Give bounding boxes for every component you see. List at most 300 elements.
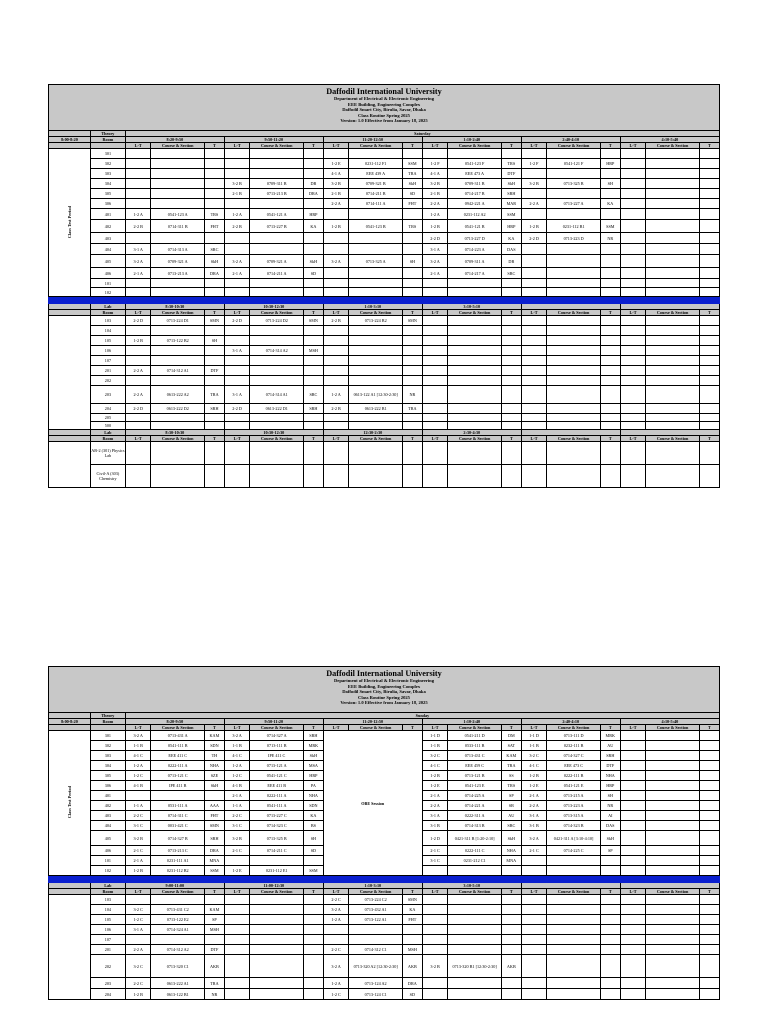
table-row — [49, 895, 720, 905]
teacher-cell: SS — [501, 771, 521, 781]
level-term-cell: 1-2 A — [224, 209, 250, 220]
course-section-cell — [547, 288, 601, 297]
level-term-cell — [125, 233, 151, 244]
first-slot: 8:00-8:20 — [49, 137, 91, 143]
course-section-cell — [547, 978, 601, 989]
level-term-cell: 3-1 A — [422, 811, 448, 821]
lt-header: L-T — [422, 143, 448, 149]
course-section-cell — [250, 288, 304, 297]
course-section-cell — [448, 978, 502, 989]
table-row — [49, 945, 720, 955]
course-section-cell: 0714-323 C — [250, 821, 304, 831]
teacher-cell — [501, 895, 521, 905]
level-term-cell: 3-2 B — [422, 955, 448, 978]
level-term-cell: 3-2 C — [125, 905, 151, 915]
teacher-cell: SDN — [303, 801, 323, 811]
course-section-cell: 0714-312 C1 — [349, 945, 403, 955]
teacher-cell — [205, 279, 225, 288]
course-section-cell — [448, 316, 502, 326]
teacher-cell: SSM — [205, 866, 225, 876]
level-term-cell — [224, 326, 250, 336]
course-section-cell — [646, 821, 700, 831]
teacher-cell: AI — [600, 811, 620, 821]
course-section-cell — [349, 925, 403, 935]
level-term-cell — [422, 149, 448, 159]
level-term-cell — [224, 288, 250, 297]
level-term-cell — [224, 376, 250, 386]
course-section-cell — [349, 244, 403, 255]
course-section-cell — [646, 811, 700, 821]
course-section-cell — [547, 895, 601, 905]
course-section-cell: 0222-111 B — [547, 771, 601, 781]
course-section-cell — [646, 189, 700, 199]
course-section-cell — [646, 244, 700, 255]
teacher-cell: TRS — [402, 220, 422, 233]
teacher-cell — [402, 422, 422, 430]
time-slot-header: 9:00-11:00 — [125, 883, 224, 889]
course-section-cell — [250, 414, 304, 422]
teacher-cell — [205, 414, 225, 422]
time-slot-header: 11:20-12:50 — [323, 137, 422, 143]
table-row — [49, 149, 720, 159]
university-name: Daffodil International University — [326, 87, 442, 96]
level-term-cell — [323, 244, 349, 255]
time-slot-header: 9:50-11:20 — [224, 137, 323, 143]
room-number: 104 — [90, 326, 125, 336]
level-term-cell: 1-2 F — [521, 159, 547, 169]
level-term-cell: 4-1 C — [422, 761, 448, 771]
course-section-cell — [547, 465, 601, 488]
course-section-cell — [250, 442, 304, 465]
level-term-cell: 3-1 A — [521, 811, 547, 821]
level-term-cell — [323, 336, 349, 346]
course-section-cell — [448, 945, 502, 955]
course-section-cell: 0714-111 A — [349, 199, 403, 209]
teacher-cell — [402, 414, 422, 422]
course-section-cell: 0613-122 A1 [12:30-2:30] — [349, 386, 403, 404]
teacher-cell — [402, 376, 422, 386]
teacher-cell — [699, 386, 719, 404]
level-term-cell — [620, 866, 646, 876]
level-term-cell — [521, 386, 547, 404]
teacher-header: T — [304, 310, 324, 316]
teacher-cell — [699, 989, 719, 1000]
level-term-cell — [224, 935, 250, 945]
course-section-cell: 0714-313 A — [151, 244, 205, 255]
routine-sheet-saturday — [48, 84, 720, 488]
teacher-header: T — [501, 143, 521, 149]
table-row — [49, 465, 720, 488]
day-name: Saturday — [125, 131, 719, 137]
level-term-cell: 2-2 B — [323, 404, 349, 414]
level-term-cell: 3-1 A — [422, 244, 448, 255]
course-section-cell: 0232-111 B — [547, 741, 601, 751]
course-section-cell: 0222-111 A — [151, 761, 205, 771]
version-line: Version: 1.0 Effective from January 18, 2025 — [340, 700, 428, 706]
level-term-cell — [323, 268, 349, 279]
level-term-cell — [224, 955, 250, 978]
course-section-cell: 0713-431 A — [151, 731, 205, 741]
level-term-cell: 2-2 C — [323, 945, 349, 955]
teacher-cell — [303, 915, 323, 925]
course-section-cell: 0541-111 A — [250, 801, 304, 811]
teacher-cell — [699, 866, 719, 876]
room-number: 203 — [90, 386, 125, 404]
course-section-cell: 0713-223 A — [547, 801, 601, 811]
course-section-cell — [448, 288, 502, 297]
level-term-cell: 1-2 B — [125, 866, 151, 876]
class-test-period-label: Class Test Period — [66, 205, 72, 239]
teacher-cell — [303, 989, 323, 1000]
course-section-cell: 0713-224 B2 — [349, 316, 403, 326]
teacher-cell: HRP — [600, 159, 620, 169]
teacher-cell: HRP — [501, 220, 521, 233]
teacher-cell: SRH — [205, 831, 225, 846]
course-section-cell — [349, 268, 403, 279]
level-term-cell — [620, 169, 646, 179]
level-term-cell — [620, 255, 646, 268]
teacher-cell — [205, 179, 225, 189]
level-term-cell — [521, 422, 547, 430]
room-number: 302 — [90, 741, 125, 751]
teacher-cell — [501, 149, 521, 159]
teacher-cell: MSH — [304, 346, 324, 356]
lt-header: L-T — [125, 725, 151, 731]
teacher-cell — [501, 414, 521, 422]
course-section-cell: 0714-223 A — [448, 244, 502, 255]
level-term-cell — [323, 422, 349, 430]
level-term-cell: 3-2 B — [521, 179, 547, 189]
level-term-cell: 1-2 C — [125, 771, 151, 781]
teacher-cell: KAM — [501, 751, 521, 761]
level-term-cell: 3-2 B — [224, 179, 250, 189]
room-number: 105 — [90, 336, 125, 346]
teacher-cell — [699, 811, 719, 821]
level-term-cell — [125, 179, 151, 189]
level-term-cell: 1-2 C — [125, 915, 151, 925]
room-number: 106 — [90, 925, 125, 935]
time-slot-header: 1:10-2:40 — [422, 719, 521, 725]
level-term-cell: 3-2 A — [125, 255, 151, 268]
teacher-cell — [501, 978, 521, 989]
lt-header: L-T — [521, 436, 547, 442]
teacher-cell — [303, 955, 323, 978]
course-section-cell — [646, 209, 700, 220]
time-slot-header: 4:10-5:40 — [620, 719, 719, 725]
teacher-cell: FHT — [205, 811, 225, 821]
course-section-cell — [646, 465, 700, 488]
teacher-header: T — [303, 889, 323, 895]
teacher-cell: MSH — [205, 925, 225, 935]
teacher-cell: SRH — [501, 189, 521, 199]
course-section-cell — [547, 989, 601, 1000]
teacher-cell: MNA — [501, 856, 521, 866]
time-slot-header: 8:20-9:50 — [125, 137, 224, 143]
room-number: 403 — [90, 811, 125, 821]
table-row — [49, 905, 720, 915]
course-section-cell — [646, 895, 700, 905]
level-term-cell — [620, 442, 646, 465]
sheet-header — [48, 84, 720, 130]
room-number: 402 — [90, 801, 125, 811]
course-section-cell: 0222-111 A — [250, 791, 304, 801]
teacher-cell: SH — [402, 255, 422, 268]
teacher-cell — [205, 169, 225, 179]
course-section-cell: 0541-121 A — [250, 209, 304, 220]
course-section-cell — [646, 955, 700, 978]
level-term-cell — [125, 189, 151, 199]
room-number: 406 — [90, 846, 125, 856]
course-section-cell — [646, 199, 700, 209]
course-section-cell — [151, 189, 205, 199]
course-section-cell — [250, 233, 304, 244]
time-slot-header: 11:20-12:50 — [323, 719, 422, 725]
level-term-cell — [323, 326, 349, 336]
teacher-cell — [402, 244, 422, 255]
teacher-header: T — [501, 889, 521, 895]
course-section-cell — [547, 915, 601, 925]
theory-label: Theory — [90, 713, 125, 719]
teacher-cell: NR — [402, 386, 422, 404]
teacher-cell — [600, 442, 620, 465]
time-slot-header: 8:20-9:50 — [125, 719, 224, 725]
teacher-cell: DRA — [304, 189, 324, 199]
teacher-header: T — [205, 436, 225, 442]
course-section-cell — [646, 935, 700, 945]
course-section-cell: 0533-111 B — [448, 741, 502, 751]
room-number: 205 — [90, 414, 125, 422]
teacher-cell: SkH — [205, 781, 225, 791]
time-slot-header: 3:10-5:10 — [422, 883, 521, 889]
teacher-cell: SRH — [205, 404, 225, 414]
level-term-cell: 1-2 F — [422, 159, 448, 169]
level-term-cell: 2-2 D — [224, 316, 250, 326]
course-section-cell: 0613-222 B1 — [349, 404, 403, 414]
level-term-cell: 3-2 B — [224, 831, 250, 846]
level-term-cell — [422, 422, 448, 430]
time-slot-header: 1:10-3:10 — [323, 883, 422, 889]
table-row — [49, 386, 720, 404]
level-term-cell: 2-2 A — [125, 386, 151, 404]
level-term-cell: 2-1 B — [323, 189, 349, 199]
level-term-cell: 1-2 A — [323, 915, 349, 925]
teacher-cell: TRS — [501, 159, 521, 169]
teacher-cell: NHA — [501, 846, 521, 856]
teacher-cell — [699, 404, 719, 414]
teacher-cell: TRA — [205, 978, 225, 989]
class-test-period-label: Class Test Period — [66, 786, 72, 819]
level-term-cell — [521, 326, 547, 336]
level-term-cell — [422, 465, 448, 488]
level-term-cell: 1-2 C — [224, 771, 250, 781]
course-section-cell — [349, 422, 403, 430]
course-section-cell — [646, 255, 700, 268]
teacher-cell — [600, 244, 620, 255]
table-row — [49, 233, 720, 244]
lt-header: L-T — [224, 436, 250, 442]
level-term-cell — [224, 336, 250, 346]
course-section-cell — [250, 159, 304, 169]
level-term-cell: 2-2 C — [125, 978, 151, 989]
teacher-cell: DTF — [600, 761, 620, 771]
level-term-cell: 3-2 A — [323, 255, 349, 268]
course-section-cell: 0714-313 B — [448, 821, 502, 831]
table-row — [49, 925, 720, 935]
teacher-cell — [699, 376, 719, 386]
teacher-header: T — [600, 310, 620, 316]
course-section-header: Course & Section — [151, 143, 205, 149]
course-section-cell — [151, 159, 205, 169]
lt-header: L-T — [521, 889, 547, 895]
course-section-cell — [349, 279, 403, 288]
level-term-cell — [224, 465, 250, 488]
teacher-cell: SkH — [304, 255, 324, 268]
table-row — [49, 169, 720, 179]
course-section-cell — [448, 356, 502, 366]
course-section-cell — [646, 945, 700, 955]
teacher-cell — [699, 169, 719, 179]
teacher-cell — [699, 905, 719, 915]
course-section-cell — [547, 414, 601, 422]
teacher-cell: KA — [402, 905, 422, 915]
course-section-cell — [646, 831, 700, 846]
course-section-cell: 0714-314 A1 — [250, 386, 304, 404]
teacher-cell — [402, 356, 422, 366]
course-section-cell — [646, 316, 700, 326]
level-term-cell: 2-1 C — [125, 846, 151, 856]
teacher-cell — [600, 346, 620, 356]
teacher-cell — [600, 366, 620, 376]
teacher-cell: DRA — [205, 846, 225, 856]
level-term-cell: 2-1 B — [224, 189, 250, 199]
time-slot-header: 2:40-4:10 — [521, 719, 620, 725]
table-row — [49, 255, 720, 268]
course-section-header: Course & Section — [349, 310, 403, 316]
course-section-cell: 0541-121 B — [448, 220, 502, 233]
teacher-cell: NHA — [600, 771, 620, 781]
course-section-cell — [349, 346, 403, 356]
level-term-cell — [620, 751, 646, 761]
level-term-cell — [224, 149, 250, 159]
time-slot-header: 10:30-12:30 — [224, 430, 323, 436]
course-section-cell — [547, 336, 601, 346]
teacher-cell — [600, 866, 620, 876]
level-term-cell: 2-1 C — [422, 846, 448, 856]
level-term-cell — [224, 199, 250, 209]
teacher-cell: SH — [600, 179, 620, 189]
room-number: 401 — [90, 791, 125, 801]
course-section-cell — [448, 346, 502, 356]
teacher-cell: SkH — [402, 179, 422, 189]
teacher-header: T — [501, 436, 521, 442]
teacher-cell — [600, 925, 620, 935]
building-name: EEE Building, Engineering Complex — [347, 101, 421, 107]
course-section-cell: EEE 439 A — [349, 169, 403, 179]
level-term-cell: 3-1 A — [224, 386, 250, 404]
teacher-cell — [304, 422, 324, 430]
teacher-cell — [699, 856, 719, 866]
level-term-cell — [125, 442, 151, 465]
level-term-cell — [620, 179, 646, 189]
teacher-cell — [699, 356, 719, 366]
level-term-cell: 1-2 B — [125, 336, 151, 346]
level-term-cell: 1-2 E — [521, 781, 547, 791]
room-number: 405 — [90, 831, 125, 846]
teacher-cell: KA — [600, 199, 620, 209]
course-section-cell — [448, 366, 502, 376]
course-section-cell — [547, 376, 601, 386]
teacher-cell — [501, 905, 521, 915]
course-section-header: Course & Section — [250, 889, 304, 895]
course-section-cell — [547, 945, 601, 955]
level-term-cell — [125, 935, 151, 945]
level-term-cell — [620, 905, 646, 915]
teacher-cell — [600, 316, 620, 326]
teacher-cell — [304, 356, 324, 366]
course-section-header: Course & Section — [646, 143, 700, 149]
level-term-cell — [125, 346, 151, 356]
course-section-cell — [349, 209, 403, 220]
course-section-cell: 0713-223 D — [547, 233, 601, 244]
course-section-cell — [448, 465, 502, 488]
room-number: 202 — [90, 955, 125, 978]
course-section-cell — [349, 288, 403, 297]
teacher-cell — [600, 905, 620, 915]
course-section-cell: 0541-123 F — [448, 159, 502, 169]
room-number: 401 — [90, 209, 125, 220]
course-section-header: Course & Section — [547, 725, 601, 731]
table-row — [49, 989, 720, 1000]
course-section-header: Course & Section — [646, 310, 700, 316]
course-section-header: Course & Section — [151, 436, 205, 442]
lt-header: L-T — [521, 725, 547, 731]
level-term-cell — [125, 326, 151, 336]
level-term-cell: 1-1 A — [224, 801, 250, 811]
course-section-cell: 0713-121 B — [448, 771, 502, 781]
course-section-header: Course & Section — [547, 143, 601, 149]
level-term-cell: 2-1 A — [224, 268, 250, 279]
course-section-cell: 0222-311 A — [448, 811, 502, 821]
teacher-cell — [699, 336, 719, 346]
level-term-cell — [620, 199, 646, 209]
level-term-cell: 2-1 A — [422, 791, 448, 801]
course-section-cell — [151, 422, 205, 430]
level-term-cell — [422, 316, 448, 326]
teacher-cell — [600, 978, 620, 989]
level-term-cell — [521, 279, 547, 288]
level-term-cell — [620, 366, 646, 376]
lab-label: Lab — [90, 304, 125, 310]
level-term-cell: 2-1 B — [422, 189, 448, 199]
course-section-cell — [151, 414, 205, 422]
teacher-header: T — [600, 143, 620, 149]
level-term-cell — [224, 978, 250, 989]
teacher-cell: AKB — [501, 955, 521, 978]
course-section-cell: 0713-320 B1 [12:30-2:30] — [448, 955, 502, 978]
level-term-cell: 1-2 A — [422, 209, 448, 220]
course-section-cell — [646, 356, 700, 366]
teacher-cell — [699, 741, 719, 751]
level-term-cell — [620, 925, 646, 935]
time-slot-header: 8:30-10:30 — [125, 430, 224, 436]
teacher-cell — [699, 895, 719, 905]
course-section-cell: 0942-221 A — [448, 199, 502, 209]
level-term-cell — [521, 255, 547, 268]
level-term-cell: 2-1 A — [422, 268, 448, 279]
teacher-cell — [699, 791, 719, 801]
level-term-cell: 1-1 B — [422, 741, 448, 751]
level-term-cell — [521, 895, 547, 905]
